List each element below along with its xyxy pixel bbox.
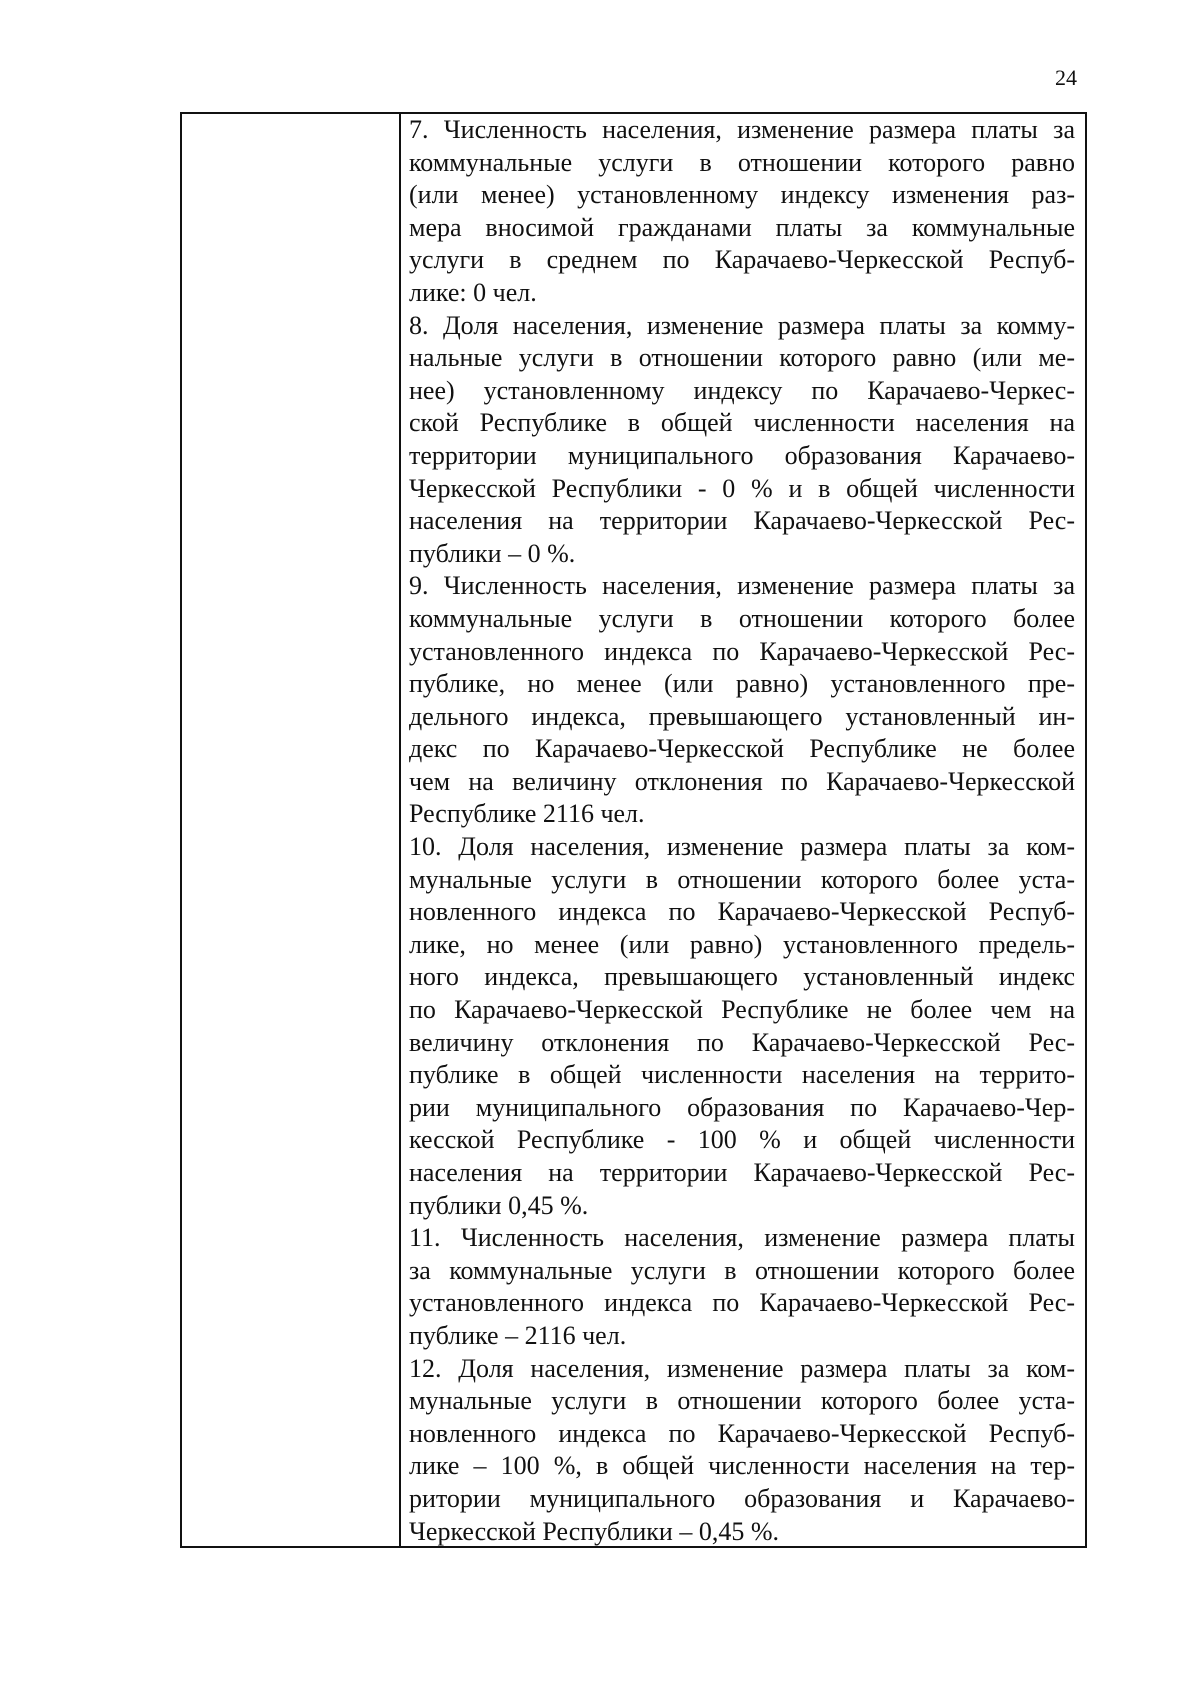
text-line: лике – 100 %, в общей численности населения на тер- [409,1451,1075,1481]
text-line: мунальные услуги в отношении которого более уста- [409,864,1075,894]
text-line: 11. Численность населения, изменение размера платы [409,1223,1075,1253]
text-line: 8. Доля населения, изменение размера платы за комму- [409,310,1075,340]
page-number: 24 [1055,65,1077,90]
text-line: 10. Доля населения, изменение размера платы за ком- [409,832,1075,862]
text-line: 12. Доля населения, изменение размера платы за ком- [409,1353,1075,1383]
text-line: мера вносимой гражданами платы за коммунальные [409,212,1075,242]
text-line: ской Республике в общей численности населения на [409,408,1075,438]
text-line: коммунальные услуги в отношении которого равно [409,147,1075,177]
text-line: рии муниципального образования по Карачаево-Чер- [409,1092,1075,1122]
table-right-column [401,114,1085,1546]
text-line: установленного индекса по Карачаево-Черкесской Рес- [409,636,1075,666]
indicator-item-8 [409,310,1075,571]
text-line: Черкесской Республики – 0,45 %. [409,1516,780,1546]
text-line: ного индекса, превышающего установленный индекс [409,962,1075,992]
indicator-item-9 [409,570,1075,831]
text-line: декс по Карачаево-Черкесской Республике не более [409,734,1075,764]
text-line: услуги в среднем по Карачаево-Черкесской Респуб- [409,245,1075,275]
text-line: чем на величину отклонения по Карачаево-Черкесской [409,766,1075,796]
text-line: новленного индекса по Карачаево-Черкесской Респуб- [409,897,1075,927]
text-line: ритории муниципального образования и Карачаево- [409,1483,1075,1513]
text-line: кесской Республике - 100 % и общей численности [409,1125,1075,1155]
text-line: коммунальные услуги в отношении которого более [409,603,1075,633]
text-line: Республике 2116 чел. [409,799,645,829]
text-line: публики – 0 %. [409,538,576,568]
text-line: 9. Численность населения, изменение размера платы за [409,571,1075,601]
text-line: мунальные услуги в отношении которого более уста- [409,1386,1075,1416]
text-line: нее) установленному индексу по Карачаево-Черкес- [409,375,1075,405]
text-line: территории муниципального образования Карачаево- [409,440,1075,470]
text-line: величину отклонения по Карачаево-Черкесской Рес- [409,1027,1075,1057]
text-line: установленного индекса по Карачаево-Черкесской Рес- [409,1288,1075,1318]
text-line: населения на территории Карачаево-Черкесской Рес- [409,506,1075,536]
text-line: за коммунальные услуги в отношении которого более [409,1255,1075,1285]
table-left-column [182,114,401,1546]
indicator-item-12 [409,1353,1075,1549]
text-line: 7. Численность населения, изменение размера платы за [409,115,1075,144]
text-line: по Карачаево-Черкесской Республике не более чем на [409,995,1075,1025]
text-line: лике, но менее (или равно) установленного предель- [409,929,1075,959]
indicator-table [180,112,1087,1548]
indicator-item-11 [409,1222,1075,1352]
text-line: нальные услуги в отношении которого равно (или ме- [409,343,1075,373]
indicator-item-7 [409,114,1075,310]
text-line: публике в общей численности населения на террито- [409,1060,1075,1090]
text-line: населения на территории Карачаево-Черкесской Рес- [409,1158,1075,1187]
text-line: новленного индекса по Карачаево-Черкесской Респуб- [409,1418,1075,1448]
text-line: публике, но менее (или равно) установленного пре- [409,669,1075,699]
text-line: публике – 2116 чел. [409,1320,627,1350]
text-line: (или менее) установленному индексу изменения раз- [409,180,1075,210]
text-line: лике: 0 чел. [409,277,537,307]
text-line: Черкесской Республики - 0 % и в общей численности [409,473,1075,503]
text-line: публики 0,45 %. [409,1190,589,1220]
indicator-item-10 [409,831,1075,1222]
text-line: дельного индекса, превышающего установленный ин- [409,701,1075,731]
